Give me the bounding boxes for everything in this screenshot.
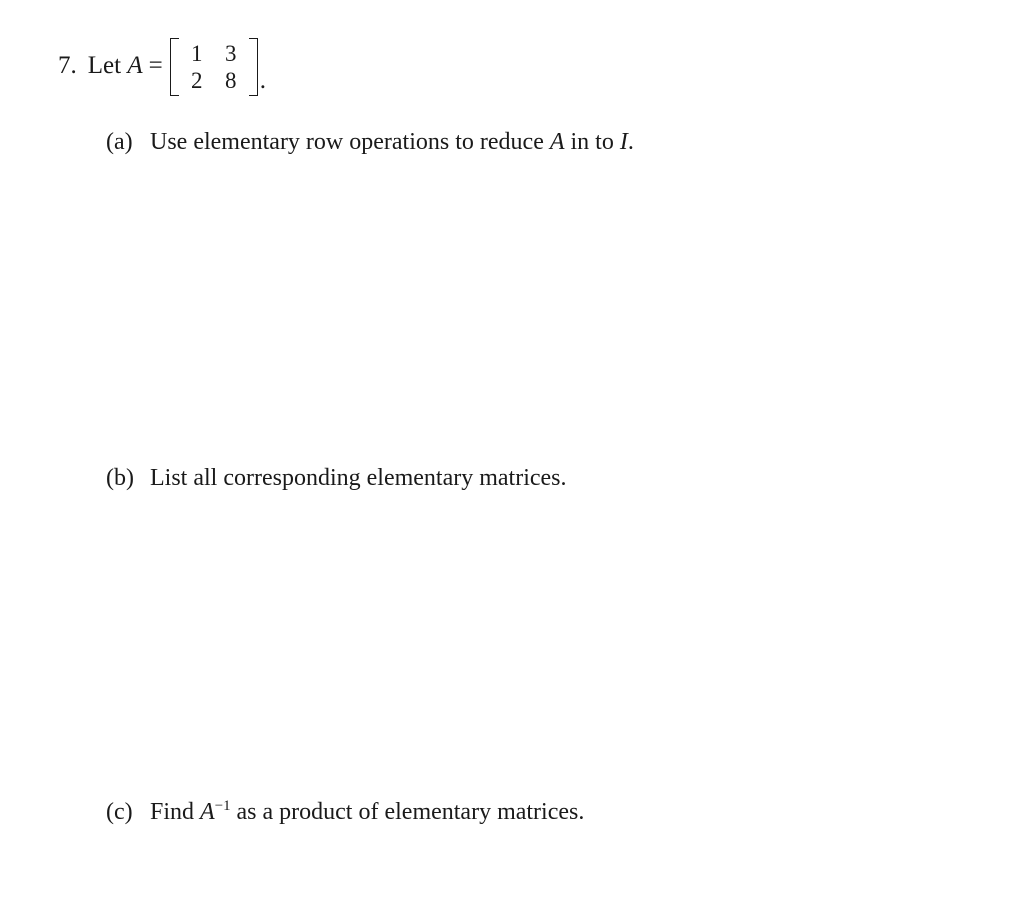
problem-part-a — [106, 128, 634, 157]
part-a-variable-I: I — [619, 129, 628, 155]
problem-part-c — [106, 798, 584, 827]
matrix-cell: 8 — [224, 68, 237, 94]
part-a-text-segment-1: Use elementary row operations to reduce — [150, 129, 550, 155]
problem-stem-lead: Let — [87, 52, 128, 79]
part-label-c: (c) — [106, 799, 133, 825]
part-a-text-segment-2: in to — [564, 129, 620, 155]
part-c-exponent: −1 — [214, 798, 231, 814]
part-c-text-segment-2: as a product of elementary matrices. — [230, 799, 585, 825]
matrix-row — [180, 40, 248, 67]
matrix-A — [170, 38, 258, 96]
part-b-text: List all corresponding elementary matrices. — [150, 465, 567, 491]
part-c-text-segment-1: Find — [150, 799, 201, 825]
trailing-period: . — [259, 67, 266, 95]
matrix-cell: 1 — [190, 41, 203, 66]
equals-sign: = — [148, 52, 163, 79]
matrix-row — [180, 67, 248, 94]
matrix-cell: 3 — [224, 41, 237, 66]
problem-number: 7. — [58, 52, 77, 79]
problem-statement — [58, 38, 266, 96]
part-a-text — [150, 129, 634, 155]
part-a-text-segment-3: . — [627, 129, 634, 155]
matrix-cell: 2 — [190, 68, 203, 94]
part-c-text — [150, 799, 584, 825]
part-label-b: (b) — [106, 465, 134, 491]
matrix-variable-A: A — [127, 52, 143, 79]
problem-part-b — [106, 464, 567, 493]
part-label-a: (a) — [106, 129, 133, 155]
part-a-variable-A: A — [549, 129, 565, 155]
part-c-variable-A: A — [200, 799, 215, 825]
